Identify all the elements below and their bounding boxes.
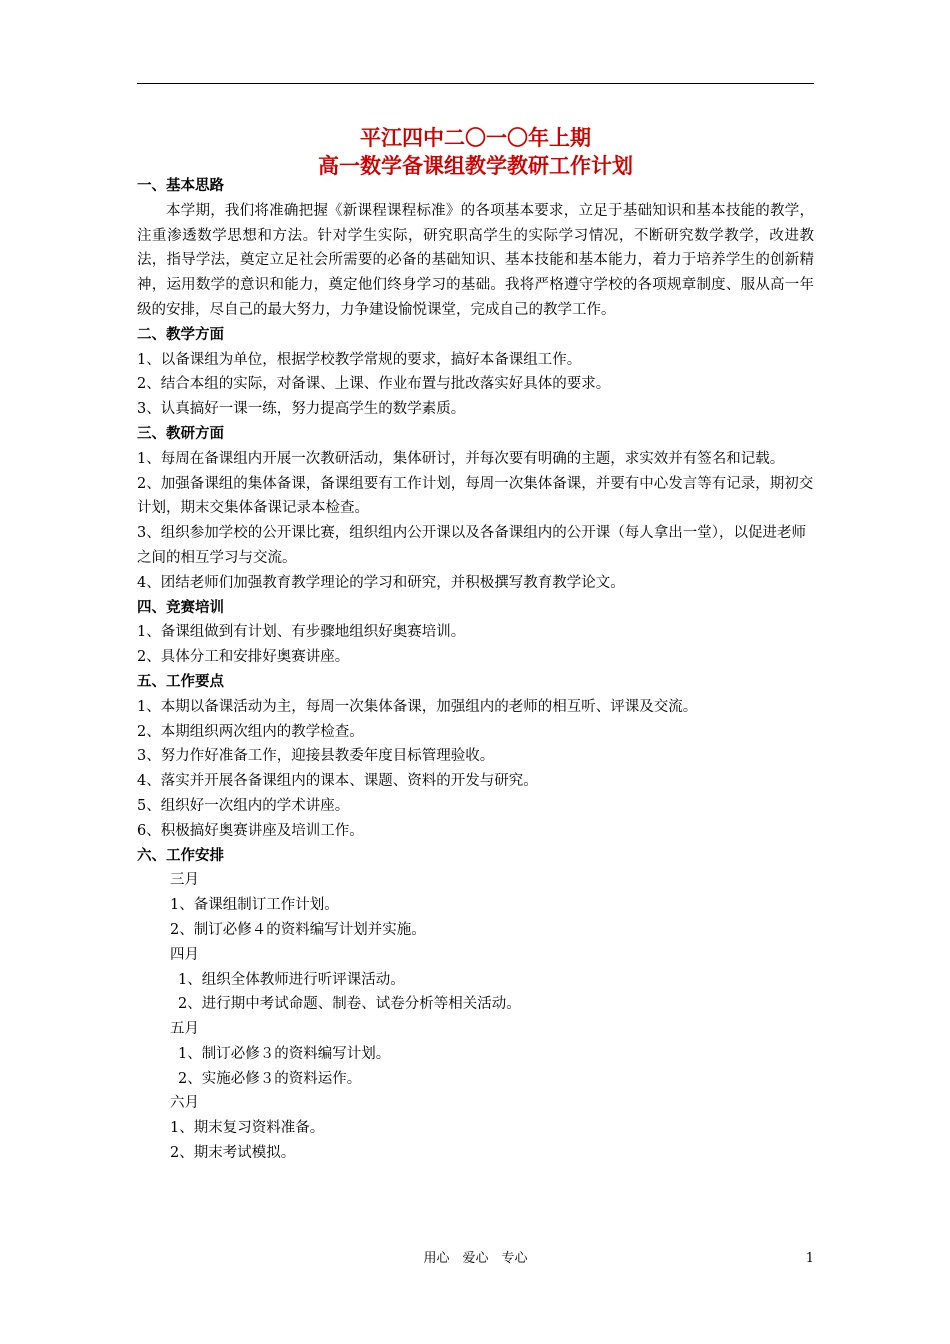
list-item: 2、本期组织两次组内的教学检查。	[137, 723, 364, 740]
footer-motto: 用心 爱心 专心	[423, 1251, 528, 1266]
section-heading-schedule: 六、工作安排	[137, 847, 224, 864]
list-item: 1、每周在备课组内开展一次教研活动，集体研讨，并每次要有明确的主题，求实效并有签名和记载。	[137, 450, 785, 467]
page-number: 1	[805, 1251, 814, 1266]
list-item: 1、以备课组为单位，根据学校教学常规的要求，搞好本备课组工作。	[137, 351, 582, 368]
list-item: 4、落实并开展各备课组内的课本、课题、资料的开发与研究。	[137, 773, 538, 790]
list-item: 6、积极搞好奥赛讲座及培训工作。	[137, 822, 364, 839]
list-item: 1、本期以备课活动为主，每周一次集体备课，加强组内的老师的相互听、评课及交流。	[137, 698, 698, 715]
schedule-item: 1、制订必修３的资料编写计划。	[178, 1045, 391, 1062]
month-label-june: 六月	[170, 1095, 199, 1112]
list-item: 2、加强备课组的集体备课，备课组要有工作计划，每周一次集体备课，并要有中心发言等有记录，期初交计划，期末交集体备课记录本检查。	[137, 475, 814, 517]
schedule-item: 1、期末复习资料准备。	[170, 1120, 325, 1137]
list-item: 1、备课组做到有计划、有步骤地组织好奥赛培训。	[137, 624, 466, 641]
list-item: 5、组织好一次组内的学术讲座。	[137, 797, 350, 814]
schedule-item: 2、实施必修３的资料运作。	[178, 1070, 362, 1087]
list-item: 4、团结老师们加强教育教学理论的学习和研究，并积极撰写教育教学论文。	[137, 574, 625, 591]
list-item: 3、组织参加学校的公开课比赛，组织组内公开课以及各备课组内的公开课（每人拿出一堂），以促进老师之间的相互学习与交流。	[137, 525, 806, 566]
document-body	[137, 174, 814, 1166]
month-label-march: 三月	[170, 872, 199, 889]
schedule-item: 1、组织全体教师进行听评课活动。	[178, 971, 405, 988]
month-label-april: 四月	[170, 946, 199, 963]
list-item: 3、努力作好准备工作，迎接县教委年度目标管理验收。	[137, 748, 495, 765]
list-item: 3、认真搞好一课一练，努力提高学生的数学素质。	[137, 401, 466, 418]
section-heading-teaching: 二、教学方面	[137, 326, 224, 343]
section-heading-research: 三、教研方面	[137, 425, 224, 442]
section-heading-competition: 四、竞赛培训	[137, 599, 224, 616]
schedule-item: 2、进行期中考试命题、制卷、试卷分析等相关活动。	[178, 996, 521, 1013]
section-paragraph-basic-ideas: 本学期，我们将准确把握《新课程课程标准》的各项基本要求，立足于基础知识和基本技能的教学，注重渗透数学思想和方法。针对学生实际，研究职高学生的实际学习情况，不断研究数学教学，改进教法，指导学法，奠定立足社会所需要的必备的基础知识、基本技能和基本能力，着力于培养学生的创新精神，运用数学的意识和能力，奠定他们终身学习的基础。我将严格遵守学校的各项规章制度、服从高一年级的安排，尽自己的最大努力，力争建设愉悦课堂，完成自己的教学工作。	[137, 202, 814, 318]
schedule-item: 2、制订必修４的资料编写计划并实施。	[170, 921, 426, 938]
document-title-line-1: 平江四中二〇一〇年上期	[360, 125, 591, 150]
schedule-item: 1、备课组制订工作计划。	[170, 897, 339, 914]
page-footer	[137, 1247, 814, 1271]
section-heading-key-points: 五、工作要点	[137, 673, 224, 690]
document-title-line-2: 高一数学备课组教学教研工作计划	[318, 153, 633, 178]
header-rule	[137, 83, 814, 84]
schedule-item: 2、期末考试模拟。	[170, 1145, 296, 1162]
section-heading-basic-ideas: 一、基本思路	[137, 178, 224, 194]
month-label-may: 五月	[170, 1021, 199, 1038]
list-item: 2、具体分工和安排好奥赛讲座。	[137, 649, 350, 666]
list-item: 2、结合本组的实际，对备课、上课、作业布置与批改落实好具体的要求。	[137, 376, 611, 393]
